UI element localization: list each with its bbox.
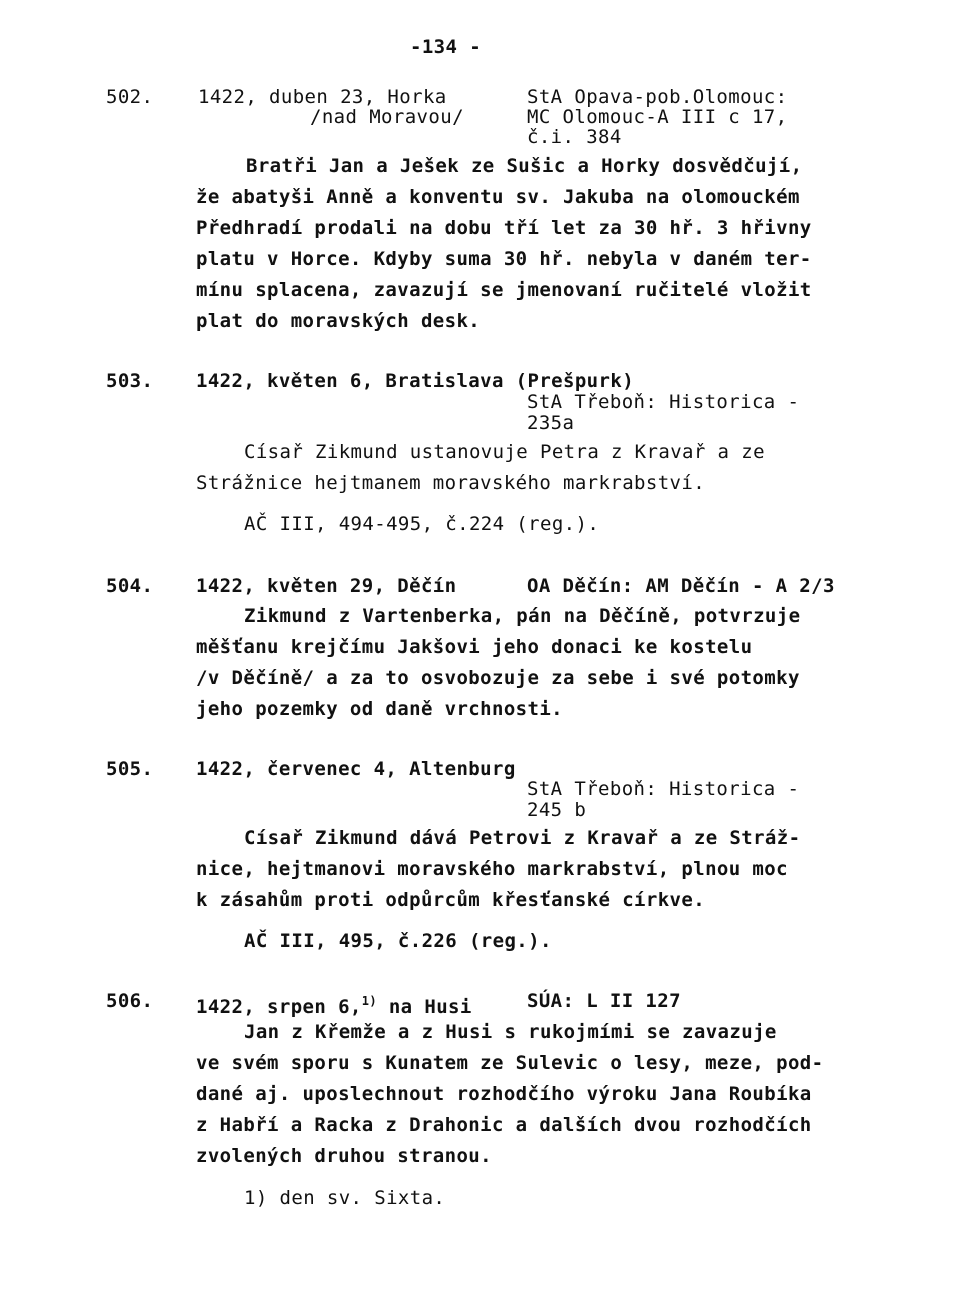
body-line: Předhradí prodali na dobu tří let za 30 hř. 3 hřivny	[196, 217, 812, 239]
body-line: z Habří a Racka z Drahonic a dalších dvou rozhodčích	[196, 1114, 812, 1136]
body-line: Strážnice hejtmanem moravského markrabství.	[196, 472, 706, 494]
body-line: /v Děčíně/ a za to osvobozuje za sebe i své potomky	[196, 667, 800, 689]
archive-ref: SÚA: L II 127	[527, 990, 681, 1012]
entry-date-place: 1422, červenec 4, Altenburg	[196, 758, 516, 780]
body-line: Císař Zikmund dává Petrovi z Kravař a ze Stráž-	[244, 827, 801, 849]
body-line: plat do moravských desk.	[196, 310, 481, 332]
entry-number: 506.	[106, 990, 154, 1012]
body-line: že abatyši Anně a konventu sv. Jakuba na olomouckém	[196, 186, 800, 208]
entry-date-place	[196, 990, 472, 1018]
publication-reference: AČ III, 494-495, č.224 (reg.).	[244, 513, 600, 535]
archive-ref: 245 b	[527, 799, 587, 821]
body-line: platu v Horce. Kdyby suma 30 hř. nebyla v daném ter-	[196, 248, 812, 270]
body-line: k zásahům proti odpůrcům křesťanské církve.	[196, 889, 706, 911]
footnote-marker: 1)	[361, 994, 377, 1008]
archive-ref: StA Opava-pob.Olomouc:	[527, 86, 788, 108]
body-line: měšťanu krejčímu Jakšovi jeho donaci ke kostelu	[196, 636, 753, 658]
entry-date-place: 1422, duben 23, Horka	[198, 86, 447, 108]
archive-ref: MC Olomouc-A III c 17,	[527, 106, 788, 128]
body-line: ve svém sporu s Kunatem ze Sulevic o lesy, meze, pod-	[196, 1052, 824, 1074]
archive-ref: 235a	[527, 412, 575, 434]
body-line: Bratři Jan a Ješek ze Sušic a Horky dosvědčují,	[246, 155, 803, 177]
entry-date-place: 1422, květen 6, Bratislava (Prešpurk)	[196, 370, 635, 392]
archive-ref: č.i. 384	[527, 126, 622, 148]
archive-ref: StA Třeboň: Historica -	[527, 391, 800, 413]
date-text: 1422, srpen 6,	[196, 996, 362, 1018]
body-line: nice, hejtmanovi moravského markrabství, plnou moc	[196, 858, 788, 880]
body-line: Jan z Křemže a z Husi s rukojmími se zavazuje	[244, 1021, 777, 1043]
entry-number: 505.	[106, 758, 154, 780]
body-line: Zikmund z Vartenberka, pán na Děčíně, potvrzuje	[244, 605, 801, 627]
entry-number: 504.	[106, 575, 154, 597]
body-line: jeho pozemky od daně vrchnosti.	[196, 698, 564, 720]
archive-ref: OA Děčín: AM Děčín - A 2/3	[527, 575, 835, 597]
entry-date-place-cont: /nad Moravou/	[310, 106, 464, 128]
publication-reference: AČ III, 495, č.226 (reg.).	[244, 930, 552, 952]
footnote: 1) den sv. Sixta.	[244, 1187, 446, 1209]
entry-number: 503.	[106, 370, 154, 392]
body-line: mínu splacena, zavazují se jmenovaní ručitelé vložit	[196, 279, 812, 301]
entry-number: 502.	[106, 86, 154, 108]
body-line: Císař Zikmund ustanovuje Petra z Kravař a ze	[244, 441, 765, 463]
archive-ref: StA Třeboň: Historica -	[527, 778, 800, 800]
place-text: na Husi	[377, 996, 472, 1018]
entry-date-place: 1422, květen 29, Děčín	[196, 575, 457, 597]
body-line: dané aj. uposlechnout rozhodčího výroku Jana Roubíka	[196, 1083, 812, 1105]
body-line: zvolených druhou stranou.	[196, 1145, 492, 1167]
page-number: -134 -	[410, 36, 482, 58]
